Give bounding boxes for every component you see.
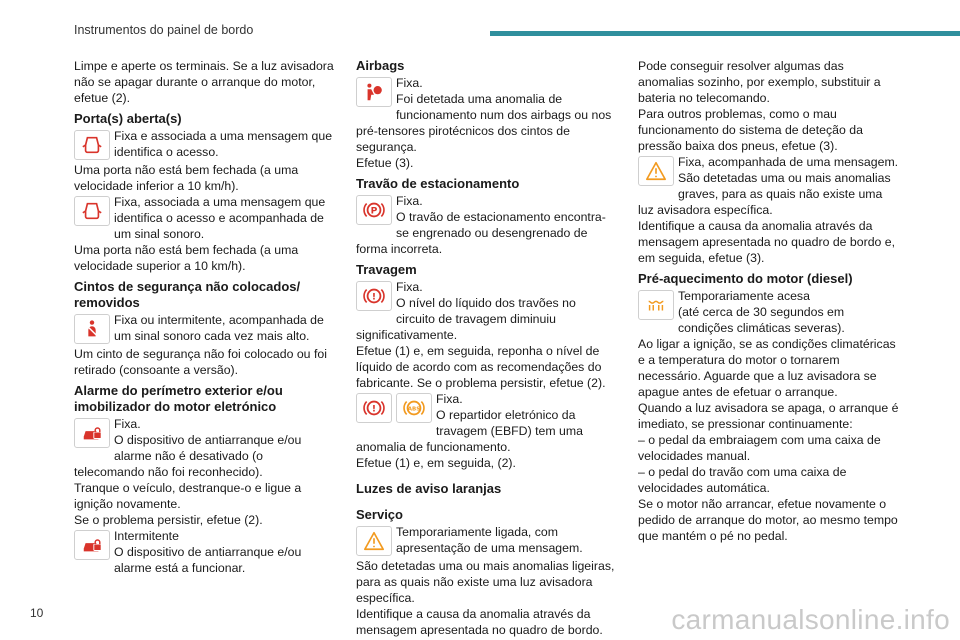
braking-text-c: Efetue (1) e, em seguida, reponha o nível de líquido de acordo com as recomendações do fabricante. Se o problema persistir, efetue (2). (356, 344, 606, 390)
alarm-text-2b: O dispositivo de antiarranque e/ou alarme está a funcionar. (114, 545, 302, 575)
preheat-heading: Pré-aquecimento do motor (diesel) (638, 271, 853, 286)
parking-brake-text-b: O travão de estacionamento encontra-se engrenado ou desengrenado de forma incorreta. (356, 210, 606, 256)
alarm-text-1c: Tranque o veículo, destranque-o e ligue a ignição novamente. (74, 481, 302, 511)
intro-text: Limpe e aperte os terminais. Se a luz avisadora não se apagar durante o arranque do motor, efetue (2). (74, 59, 334, 105)
warning-triangle-icon (638, 156, 674, 186)
service-text-a: Temporariamente ligada, com apresentação de uma mensagem. (396, 525, 583, 555)
alarm-text-1d: Se o problema persistir, efetue (2). (74, 513, 263, 527)
preheat-text-g: Se o motor não arrancar, efetue novamente o pedido de arranque do motor, ao mesmo tempo que mantém o pé no pedal. (638, 497, 898, 543)
door-text-2b: Uma porta não está bem fechada (a uma velocidade superior a 10 km/h). (74, 243, 299, 273)
seatbelt-icon (74, 314, 110, 344)
svg-text:ABS: ABS (407, 406, 421, 413)
airbags-text-b: Foi detetada uma anomalia de funcionamento num dos airbags ou nos pré-tensores pirotécnicos dos cintos de segurança. (356, 92, 612, 154)
brake-warning-icon (356, 393, 392, 423)
orange-lights-heading: Luzes de aviso laranjas (356, 481, 502, 496)
preheat-text-a: Temporariamente acesa (678, 289, 810, 303)
service-text-b: São detetadas uma ou mais anomalias ligeiras, para as quais não existe uma luz avisadora específica. (356, 559, 615, 605)
belt-text-1: Fixa ou intermitente, acompanhada de um sinal sonoro cada vez mais alto. (114, 313, 324, 343)
column-2 (356, 58, 618, 638)
svg-text:!: ! (371, 291, 377, 303)
page-header (0, 0, 960, 44)
page-number: 10 (30, 606, 44, 620)
braking-heading: Travagem (356, 262, 417, 277)
car-lock-icon (74, 418, 110, 448)
car-lock-icon (74, 530, 110, 560)
door-text-1: Fixa e associada a uma mensagem que identifica o acesso. (114, 129, 333, 159)
abs-icon (396, 393, 432, 423)
braking-text-b: O nível do líquido dos travões no circuito de travagem diminuiu significativamente. (356, 296, 576, 342)
preheat-text-d: Quando a luz avisadora se apaga, o arranque é imediato, se pressionar continuamente: (638, 401, 899, 431)
alarm-text-1a: Fixa. (114, 417, 141, 431)
section-title: Instrumentos do painel de bordo (74, 23, 254, 37)
brake-warning-icon (356, 281, 392, 311)
svg-text:P: P (370, 205, 378, 217)
column-1 (74, 58, 336, 576)
airbags-heading: Airbags (356, 58, 405, 73)
parking-brake-icon (356, 195, 392, 225)
svg-text:!: ! (371, 403, 377, 415)
glow-plug-icon (638, 290, 674, 320)
belt-text-1b: Um cinto de segurança não foi colocado ou foi retirado (consoante a versão). (74, 347, 327, 377)
alarm-text-2a: Intermitente (114, 529, 179, 543)
door-text-2: Fixa, associada a uma mensagem que identifica o acesso e acompanhada de um sinal sonoro. (114, 195, 326, 241)
service-text-p3: Fixa, acompanhada de uma mensagem. São detetadas uma ou mais anomalias graves, para as quais não existe uma luz avisadora específica. (638, 155, 899, 217)
header-accent-bar (490, 31, 960, 36)
belt-heading: Cintos de segurança não colocados/ removidos (74, 279, 301, 310)
watermark: carmanualsonline.info (671, 604, 950, 635)
airbags-text-c: Efetue (3). (356, 156, 414, 170)
alarm-text-1b: O dispositivo de antiarranque e/ou alarme não é desativado (o telecomando não foi reconhecido). (74, 433, 302, 479)
service-text-c: Identifique a causa da anomalia através da mensagem apresentada no quadro de bordo. (356, 607, 603, 637)
airbag-icon (356, 77, 392, 107)
service-heading: Serviço (356, 507, 403, 522)
braking-text-a: Fixa. (396, 280, 423, 294)
ebfd-text-b: O repartidor eletrónico da travagem (EBFD) tem uma anomalia de funcionamento. (356, 408, 583, 454)
parking-brake-text-a: Fixa. (396, 194, 423, 208)
preheat-text-e: – o pedal da embraiagem com uma caixa de velocidades manual. (638, 433, 881, 463)
preheat-text-b: (até cerca de 30 segundos em condições climáticas severas). (678, 305, 845, 335)
door-heading: Porta(s) aberta(s) (74, 111, 182, 126)
door-text-1b: Uma porta não está bem fechada (a uma velocidade inferior a 10 km/h). (74, 163, 299, 193)
preheat-text-f: – o pedal do travão com uma caixa de velocidades automática. (638, 465, 847, 495)
ebfd-text-c: Efetue (1) e, em seguida, (2). (356, 456, 516, 470)
service-text-p2: Para outros problemas, como o mau funcionamento do sistema de deteção da pressão baixa dos pneus, efetue (3). (638, 107, 863, 153)
parking-brake-heading: Travão de estacionamento (356, 176, 520, 191)
door-open-icon (74, 196, 110, 226)
column-3 (638, 58, 900, 544)
airbags-text-a: Fixa. (396, 76, 423, 90)
service-text-p1: Pode conseguir resolver algumas das anomalias sozinho, por exemplo, substituir a bateria no telecomando. (638, 59, 881, 105)
preheat-text-c: Ao ligar a ignição, se as condições climatéricas e a temperatura do motor o tornarem necessário. Aguarde que a luz avisadora se apague antes de efetuar o arranque. (638, 337, 896, 399)
ebfd-text-a: Fixa. (436, 392, 463, 406)
alarm-heading: Alarme do perímetro exterior e/ou imobilizador do motor eletrónico (74, 383, 283, 414)
warning-triangle-icon (356, 526, 392, 556)
door-open-icon (74, 130, 110, 160)
service-text-p4: Identifique a causa da anomalia através da mensagem apresentada no quadro de bordo e, em seguida, efetue (3). (638, 219, 896, 265)
